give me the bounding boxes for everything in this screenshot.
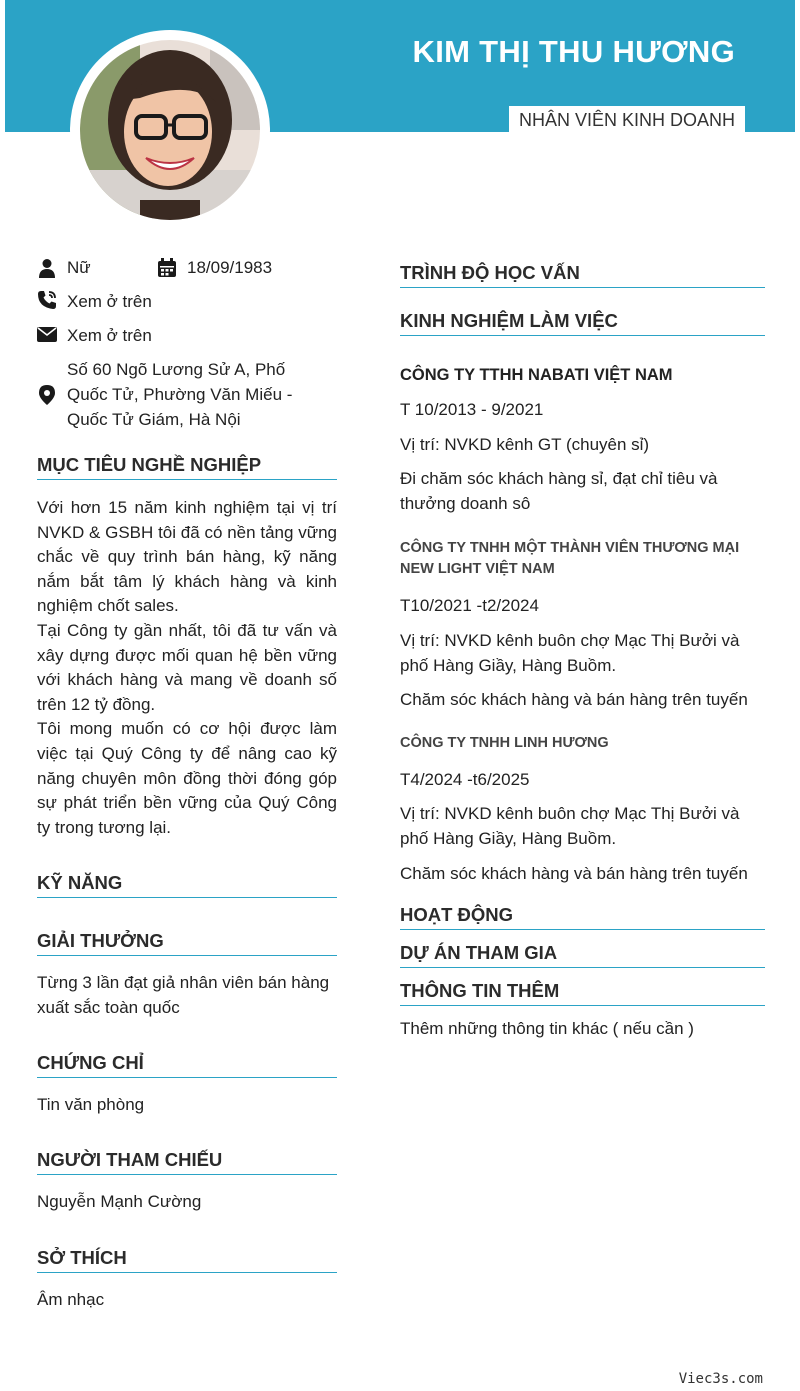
certificates-heading: CHỨNG CHỈ [37, 1052, 337, 1078]
job-period: T 10/2013 - 9/2021 [400, 400, 544, 419]
gender-item [37, 255, 157, 280]
job-period: T4/2024 -t6/2025 [400, 769, 530, 789]
job-description: Đi chăm sóc khách hàng sỉ, đạt chỉ tiêu và thưởng doanh sô [400, 469, 718, 513]
phone-row [37, 289, 337, 314]
email-value: Xem ở trên [67, 326, 152, 345]
references-heading: NGƯỜI THAM CHIẾU [37, 1149, 337, 1175]
left-column [37, 255, 337, 1312]
activities-heading: HOẠT ĐỘNG [400, 904, 765, 930]
objective-paragraph: Với hơn 15 năm kinh nghiệm tại vị trí NVKD & GSBH tôi đã có nền tảng vững chắc về quy trình bán hàng, kỹ năng nắm bắt tâm lý khách hàng và kinh nghiệm chốt sales. [37, 498, 337, 616]
gender-dob-row [37, 255, 337, 280]
job-description: Chăm sóc khách hàng và bán hàng trên tuyến [400, 690, 748, 710]
awards-heading: GIẢI THƯỞNG [37, 930, 337, 956]
experience-heading: KINH NGHIỆM LÀM VIỆC [400, 310, 765, 336]
objective-body [37, 496, 337, 840]
dob-item [157, 255, 272, 280]
person-icon [37, 258, 57, 278]
job-entry [400, 733, 765, 886]
right-column [400, 262, 765, 1042]
job-description: Chăm sóc khách hàng và bán hàng trên tuyến [400, 863, 748, 883]
address-line: Quốc Tử, Phường Văn Miếu - [67, 385, 293, 404]
dob-value: 18/09/1983 [187, 258, 273, 277]
hobbies-heading: SỞ THÍCH [37, 1247, 337, 1273]
extra-info-text: Thêm những thông tin khác ( nếu cần ) [400, 1019, 694, 1039]
gender-value: Nữ [67, 258, 91, 277]
projects-heading: DỰ ÁN THAM GIA [400, 942, 765, 968]
phone-icon [37, 290, 57, 310]
address-line: Số 60 Ngõ Lương Sử A, Phố [67, 360, 286, 379]
job-entry [400, 538, 765, 712]
certificates-text: Tin văn phòng [37, 1094, 145, 1114]
job-period: T10/2021 -t2/2024 [400, 596, 539, 616]
avatar [80, 40, 260, 220]
extra-info-heading: THÔNG TIN THÊM [400, 980, 765, 1006]
job-company: CÔNG TY TTHH NABATI VIỆT NAM [400, 366, 673, 384]
address-block [67, 357, 292, 432]
email-row [37, 323, 337, 348]
candidate-name: KIM THỊ THU HƯƠNG [412, 34, 735, 69]
awards-text: Từng 3 lần đạt giả nhân viên bán hàng xuất sắc toàn quốc [37, 973, 330, 1017]
hobbies-text: Âm nhạc [37, 1289, 105, 1309]
skills-heading: KỸ NĂNG [37, 872, 337, 898]
references-text: Nguyễn Mạnh Cường [37, 1192, 202, 1212]
location-pin-icon [37, 385, 57, 405]
objective-paragraph: Tôi mong muốn có cơ hội được làm việc tại Quý Công ty để nâng cao kỹ năng chuyên môn đồng thời đóng góp sự phát triển bền vững của Quý Công ty trong tương lại. [37, 719, 337, 837]
job-title: NHÂN VIÊN KINH DOANH [509, 106, 745, 135]
objective-paragraph: Tại Công ty gần nhất, tôi đã tư vấn và xây dựng được mối quan hệ bền vững với khách hàng và mang về doanh số trên 12 tỷ đồng. [37, 620, 337, 714]
objective-heading: MỤC TIÊU NGHỀ NGHIỆP [37, 454, 337, 480]
job-company: CÔNG TY TNHH LINH HƯƠNG [400, 734, 609, 751]
calendar-icon [157, 258, 177, 278]
job-entry [400, 366, 765, 516]
footer-brand: Viec3s.com [678, 1371, 763, 1387]
envelope-icon [37, 324, 57, 344]
job-role: Vị trí: NVKD kênh buôn chợ Mạc Thị Bưởi và phố Hàng Giầy, Hàng Buồm. [400, 630, 740, 675]
address-line: Quốc Tử Giám, Hà Nội [67, 410, 241, 429]
job-role: Vị trí: NVKD kênh GT (chuyên sỉ) [400, 434, 650, 454]
address-row [37, 357, 337, 432]
phone-value: Xem ở trên [67, 292, 152, 311]
education-heading: TRÌNH ĐỘ HỌC VẤN [400, 262, 765, 288]
avatar-frame [70, 30, 270, 230]
job-role: Vị trí: NVKD kênh buôn chợ Mạc Thị Bưởi và phố Hàng Giầy, Hàng Buồm. [400, 804, 740, 848]
job-company: CÔNG TY TNHH MỘT THÀNH VIÊN THƯƠNG MẠI NEW LIGHT VIỆT NAM [400, 540, 740, 578]
